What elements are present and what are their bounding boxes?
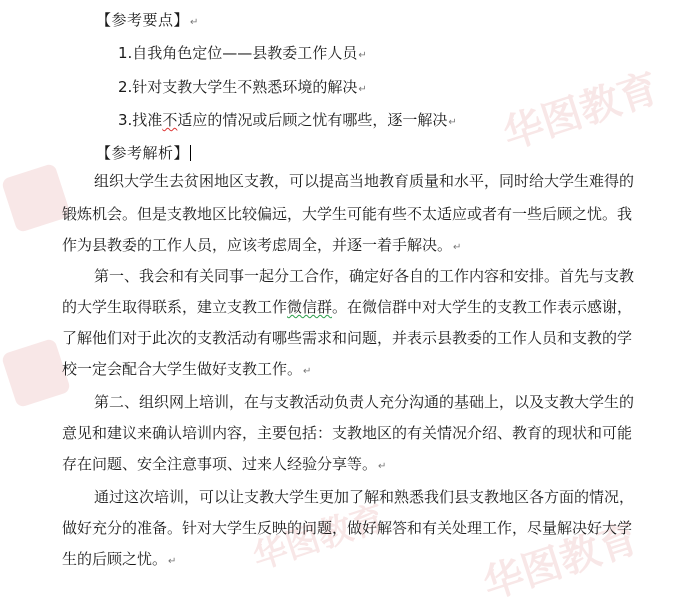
body-line-wechat: 的大学生取得联系，建立支教工作微信群。在微信群中对大学生的支教工作表示感谢，: [62, 298, 633, 316]
pilcrow-mark: ↵: [303, 366, 312, 377]
ref-point-text: 2.针对支教大学生不熟悉环境的解决: [118, 78, 358, 96]
pilcrow-mark: ↵: [378, 461, 387, 472]
ref-point-text-a: 3.找准: [118, 111, 163, 129]
body-line: 组织大学生去贫困地区支教，可以提高当地教育质量和水平，同时给大学生难得的: [94, 172, 635, 190]
body-line: 锻炼机会。但是支教地区比较偏远，大学生可能有些不太适应或者有一些后顾之忧。我: [62, 205, 633, 223]
body-line: 做好充分的准备。针对大学生反映的问题，做好解答和有关处理工作，尽量解决好大学: [62, 519, 633, 537]
spellcheck-flag: 不: [162, 111, 178, 129]
ref-point-text: 1.自我角色定位——县教委工作人员: [118, 44, 358, 62]
ref-points-heading: 【参考要点】: [96, 11, 190, 29]
watermark-logo-icon: [1, 163, 72, 234]
ref-point-2: [118, 77, 367, 100]
body-line: 意见和建议来确认培训内容，主要包括：支教地区的有关情况介绍、教育的现状和可能: [62, 424, 633, 442]
watermark-logo-icon: [1, 338, 72, 409]
pilcrow-mark: ↵: [358, 50, 367, 61]
body-line: 第一、我会和有关同事一起分工合作，确定好各自的工作内容和安排。首先与支教: [94, 267, 635, 285]
ref-point-text-c: 适应的情况或后顾之忧有哪些，逐一解决: [177, 111, 448, 129]
ref-point-1: [118, 43, 367, 66]
text-cursor: [190, 145, 191, 161]
pilcrow-mark: ↵: [190, 17, 199, 28]
analysis-heading: 【参考解析】: [96, 144, 190, 162]
watermark-brand: 华图教育: [497, 65, 665, 159]
pilcrow-mark: ↵: [168, 556, 177, 567]
ref-point-3: [118, 110, 457, 133]
pilcrow-mark: ↵: [448, 117, 457, 128]
pilcrow-mark: ↵: [453, 242, 462, 253]
watermark-brand: 华图教育: [477, 515, 645, 609]
body-line: 第二、组织网上培训，在与支教活动负责人充分沟通的基础上，以及支教大学生的: [94, 393, 635, 411]
pilcrow-mark: ↵: [358, 84, 367, 95]
body-line-end: 作为县教委的工作人员，应该考虑周全，并逐一着手解决。↵: [62, 236, 462, 254]
body-line-end: 校一定会配合大学生做好支教工作。↵: [62, 360, 312, 378]
analysis-heading-line: [96, 143, 191, 163]
body-line-end: 存在问题、安全注意事项、过来人经验分享等。↵: [62, 455, 387, 473]
watermark-brand: 华图教育: [248, 497, 390, 578]
body-line: 通过这次培训，可以让支教大学生更加了解和熟悉我们县支教地区各方面的情况，: [94, 488, 635, 506]
body-line: 了解他们对于此次的支教活动有哪些需求和问题，并表示县教委的工作人员和支教的学: [62, 329, 633, 347]
grammar-flag: 微信群: [287, 298, 333, 316]
ref-points-heading-line: [96, 10, 199, 33]
body-line-end: 生的后顾之忧。↵: [62, 550, 177, 568]
